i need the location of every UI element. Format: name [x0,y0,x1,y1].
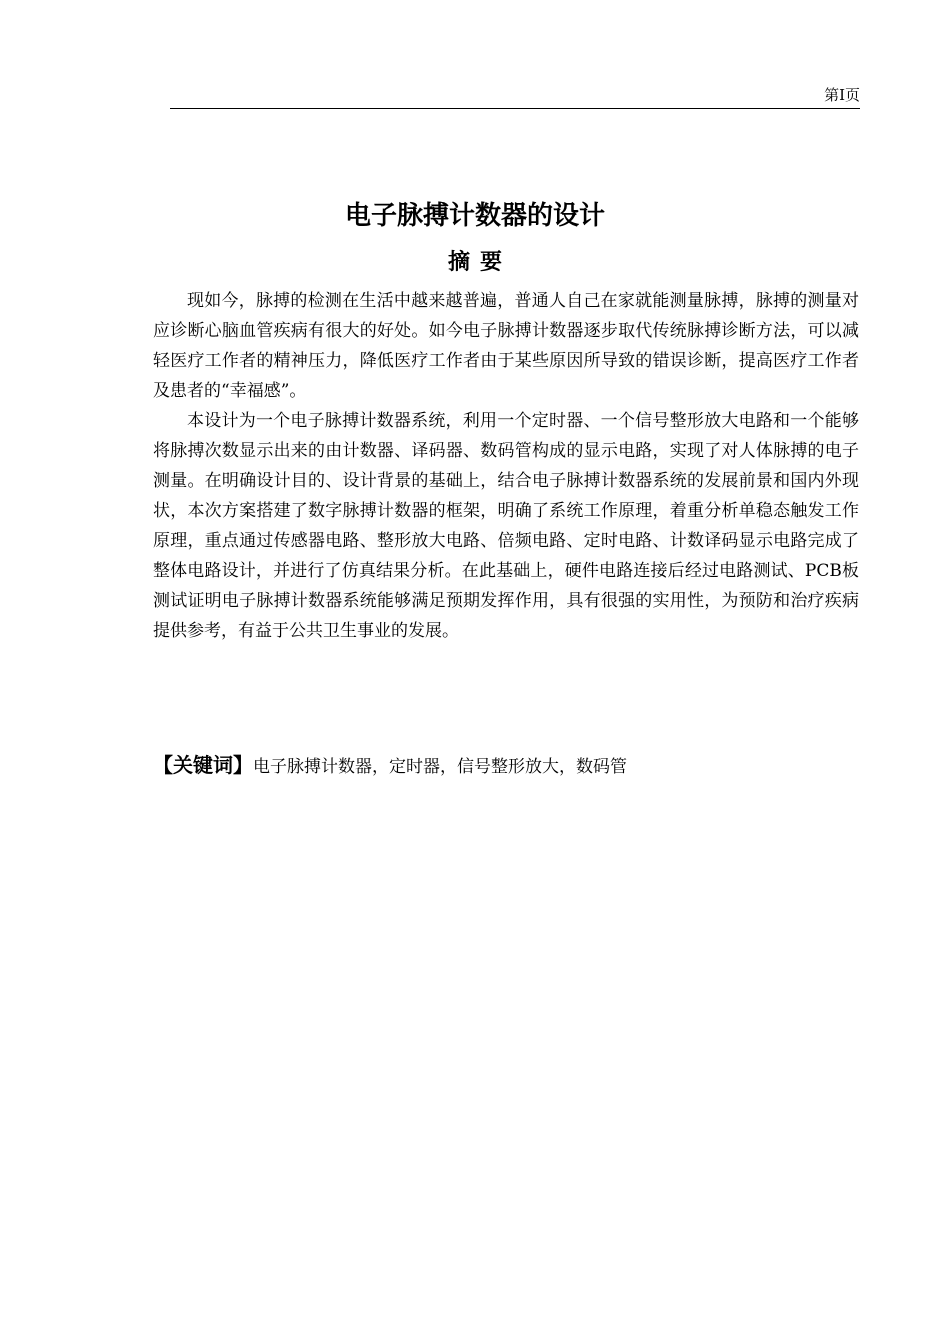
document-title: 电子脉搏计数器的设计 [344,201,605,231]
abstract-heading: 摘要 [447,250,512,275]
abstract-body [153,286,859,646]
keywords-text: 电子脉搏计数器，定时器，信号整形放大，数码管 [253,757,627,777]
abstract-paragraph-2: 本设计为一个电子脉搏计数器系统，利用一个定时器、一个信号整形放大电路和一个能够将脉搏次数显示出来的由计数器、译码器、数码管构成的显示电路，实现了对人体脉搏的电子测量。在明确设计目的、设计背景的基础上，结合电子脉搏计数器系统的发展前景和国内外现状，本次方案搭建了数字脉搏计数器的框架，明确了系统工作原理，着重分析单稳态触发工作原理，重点通过传感器电路、整形放大电路、倍频电路、定时电路、计数译码显示电路完成了整体电路设计，并进行了仿真结果分析。在此基础上，硬件电路连接后经过电路测试、PCB板测试证明电子脉搏计数器系统能够满足预期发挥作用，具有很强的实用性，为预防和治疗疾病提供参考，有益于公共卫生事业的发展。 [153,411,859,641]
keywords-line [153,750,859,782]
page-header [170,84,860,109]
page-number: 第I页 [824,86,860,104]
abstract-paragraph-1: 现如今，脉搏的检测在生活中越来越普遍，普通人自己在家就能测量脉搏，脉搏的测量对应诊断心脑血管疾病有很大的好处。如今电子脉搏计数器逐步取代传统脉搏诊断方法，可以减轻医疗工作者的精神压力，降低医疗工作者由于某些原因所导致的错误诊断，提高医疗工作者及患者的“幸福感”。 [153,291,859,401]
keywords-label: 【关键词】 [153,753,253,777]
